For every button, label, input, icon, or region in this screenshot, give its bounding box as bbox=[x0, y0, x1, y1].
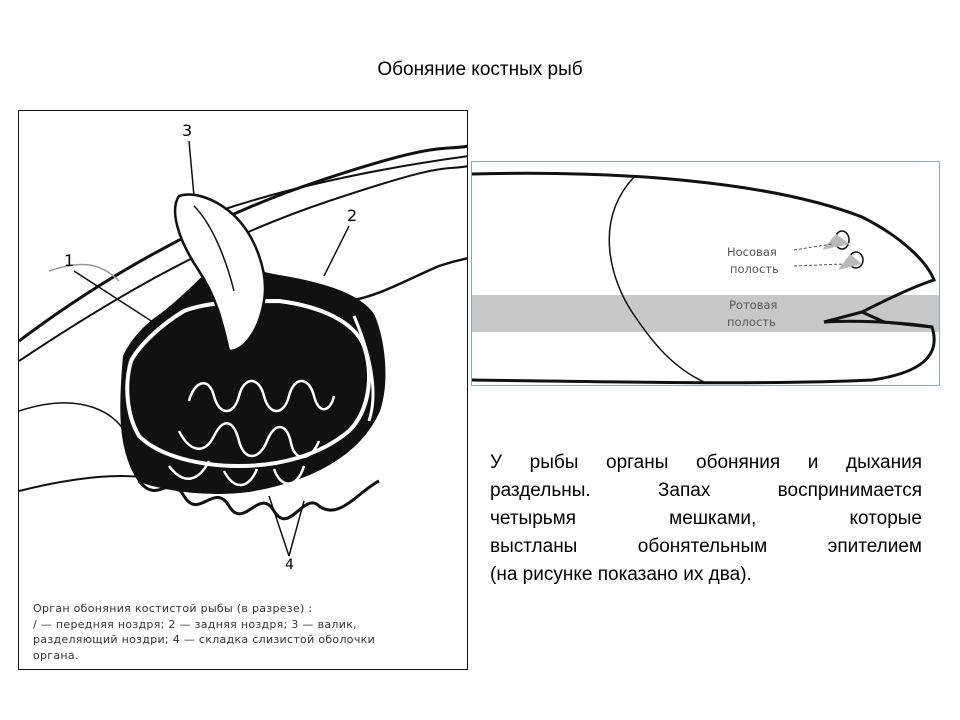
callout-3: 3 bbox=[182, 121, 193, 140]
caption-line: Орган обоняния костистой рыбы (в разрезе) : bbox=[33, 602, 313, 615]
description-line: раздельны. Запах воспринимается bbox=[490, 480, 922, 501]
fish-head-drawing bbox=[472, 162, 940, 386]
nasal-cavity-label-1: Носовая bbox=[727, 245, 777, 259]
oral-cavity-label-1: Ротовая bbox=[729, 298, 778, 312]
callout-4: 4 bbox=[285, 557, 294, 573]
fish-head-diagram bbox=[471, 161, 940, 386]
description-line: выстланы обонятельным эпителием bbox=[490, 536, 922, 557]
oral-cavity-band bbox=[472, 295, 940, 332]
olfactory-organ-illustration bbox=[18, 110, 468, 670]
caption-line: / — передняя ноздря; 2 — задняя ноздря; 3 — валик, bbox=[33, 617, 357, 631]
callout-2: 2 bbox=[347, 206, 358, 225]
caption-line: органа. bbox=[33, 648, 79, 662]
figure-caption bbox=[33, 601, 453, 663]
nasal-cavity-label-2: полость bbox=[730, 262, 779, 276]
callout-1: 1 bbox=[64, 251, 75, 270]
description-text bbox=[490, 449, 922, 589]
oral-cavity-label-2: полость bbox=[727, 315, 776, 329]
caption-line: разделяющий ноздри; 4 — складка слизистой оболочки bbox=[33, 633, 376, 646]
description-line: У рыбы органы обоняния и дыхания bbox=[490, 452, 922, 473]
olfactory-organ-drawing bbox=[19, 111, 468, 670]
description-line: четырьмя мешками, которые bbox=[490, 508, 922, 529]
description-line: (на рисунке показано их два). bbox=[490, 564, 752, 585]
slide-title: Обоняние костных рыб bbox=[377, 59, 583, 80]
